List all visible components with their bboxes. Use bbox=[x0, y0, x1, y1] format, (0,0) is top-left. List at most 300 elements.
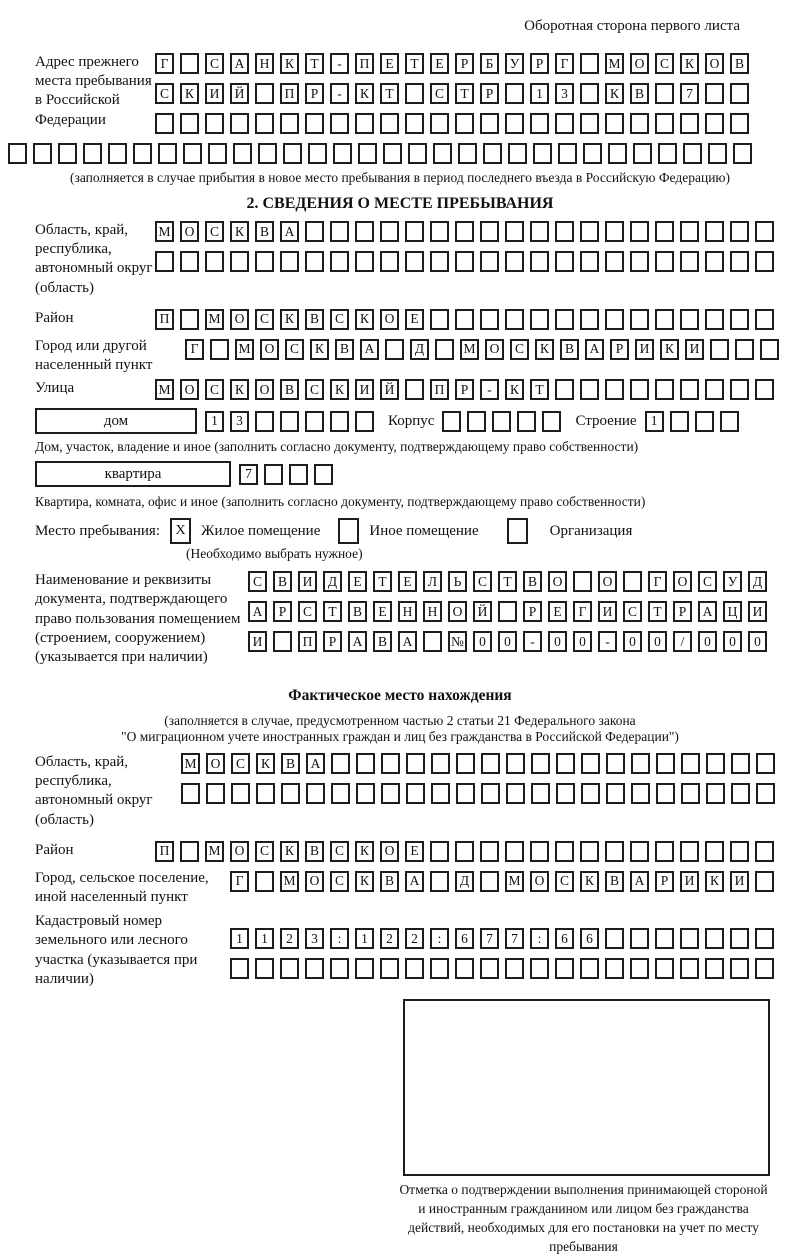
char-cell[interactable] bbox=[430, 871, 449, 892]
char-cell[interactable]: 0 bbox=[748, 631, 767, 652]
char-cell[interactable]: А bbox=[306, 753, 325, 774]
char-cell[interactable]: О bbox=[380, 309, 399, 330]
char-cell[interactable]: А bbox=[405, 871, 424, 892]
char-cell[interactable] bbox=[331, 783, 350, 804]
char-cell[interactable] bbox=[556, 783, 575, 804]
char-cell[interactable]: А bbox=[348, 631, 367, 652]
char-cell[interactable] bbox=[580, 958, 599, 979]
char-cell[interactable]: С bbox=[298, 601, 317, 622]
char-cell[interactable]: 0 bbox=[498, 631, 517, 652]
char-cell[interactable] bbox=[508, 143, 527, 164]
char-cell[interactable] bbox=[680, 841, 699, 862]
char-cell[interactable] bbox=[706, 753, 725, 774]
char-cell[interactable] bbox=[305, 411, 324, 432]
char-cell[interactable] bbox=[331, 753, 350, 774]
char-cell[interactable]: Е bbox=[548, 601, 567, 622]
char-cell[interactable] bbox=[670, 411, 689, 432]
char-cell[interactable]: 3 bbox=[305, 928, 324, 949]
char-cell[interactable] bbox=[333, 143, 352, 164]
char-cell[interactable]: Б bbox=[480, 53, 499, 74]
char-cell[interactable] bbox=[708, 143, 727, 164]
char-cell[interactable] bbox=[133, 143, 152, 164]
char-cell[interactable]: Г bbox=[555, 53, 574, 74]
char-cell[interactable]: С bbox=[473, 571, 492, 592]
char-cell[interactable] bbox=[531, 753, 550, 774]
char-cell[interactable] bbox=[555, 221, 574, 242]
char-cell[interactable] bbox=[430, 251, 449, 272]
char-cell[interactable]: В bbox=[523, 571, 542, 592]
char-cell[interactable]: О bbox=[255, 379, 274, 400]
char-cell[interactable]: - bbox=[330, 53, 349, 74]
char-cell[interactable]: К bbox=[280, 53, 299, 74]
char-cell[interactable] bbox=[385, 339, 404, 360]
char-cell[interactable] bbox=[658, 143, 677, 164]
char-cell[interactable] bbox=[255, 958, 274, 979]
char-cell[interactable]: К bbox=[230, 221, 249, 242]
char-cell[interactable] bbox=[405, 251, 424, 272]
char-cell[interactable] bbox=[330, 113, 349, 134]
char-cell[interactable]: О bbox=[230, 841, 249, 862]
char-cell[interactable] bbox=[305, 221, 324, 242]
char-cell[interactable]: О bbox=[380, 841, 399, 862]
char-cell[interactable]: К bbox=[355, 871, 374, 892]
char-cell[interactable] bbox=[656, 753, 675, 774]
char-cell[interactable] bbox=[580, 53, 599, 74]
char-cell[interactable]: С bbox=[330, 841, 349, 862]
char-cell[interactable] bbox=[280, 958, 299, 979]
char-cell[interactable]: В bbox=[560, 339, 579, 360]
char-cell[interactable]: : bbox=[530, 928, 549, 949]
char-cell[interactable]: О bbox=[548, 571, 567, 592]
char-cell[interactable] bbox=[631, 783, 650, 804]
char-cell[interactable] bbox=[756, 753, 775, 774]
char-cell[interactable] bbox=[755, 841, 774, 862]
char-cell[interactable] bbox=[180, 309, 199, 330]
char-cell[interactable] bbox=[158, 143, 177, 164]
char-cell[interactable] bbox=[355, 411, 374, 432]
char-cell[interactable] bbox=[455, 221, 474, 242]
char-cell[interactable] bbox=[573, 571, 592, 592]
char-cell[interactable] bbox=[730, 251, 749, 272]
char-cell[interactable] bbox=[255, 251, 274, 272]
char-cell[interactable] bbox=[430, 221, 449, 242]
char-cell[interactable]: К bbox=[256, 753, 275, 774]
char-cell[interactable] bbox=[498, 601, 517, 622]
char-cell[interactable]: - bbox=[330, 83, 349, 104]
char-cell[interactable]: С bbox=[510, 339, 529, 360]
char-cell[interactable] bbox=[481, 783, 500, 804]
char-cell[interactable] bbox=[556, 753, 575, 774]
char-cell[interactable] bbox=[480, 251, 499, 272]
char-cell[interactable] bbox=[680, 221, 699, 242]
char-cell[interactable] bbox=[605, 221, 624, 242]
char-cell[interactable]: Д bbox=[410, 339, 429, 360]
char-cell[interactable]: Т bbox=[648, 601, 667, 622]
char-cell[interactable] bbox=[530, 251, 549, 272]
char-cell[interactable]: П bbox=[155, 309, 174, 330]
char-cell[interactable] bbox=[705, 83, 724, 104]
char-cell[interactable] bbox=[431, 783, 450, 804]
char-cell[interactable] bbox=[205, 113, 224, 134]
char-cell[interactable] bbox=[480, 841, 499, 862]
char-cell[interactable] bbox=[289, 464, 308, 485]
char-cell[interactable] bbox=[423, 631, 442, 652]
char-cell[interactable] bbox=[505, 841, 524, 862]
char-cell[interactable] bbox=[155, 251, 174, 272]
char-cell[interactable]: Е bbox=[405, 309, 424, 330]
char-cell[interactable]: С bbox=[330, 309, 349, 330]
char-cell[interactable] bbox=[180, 251, 199, 272]
char-cell[interactable]: Е bbox=[430, 53, 449, 74]
char-cell[interactable] bbox=[383, 143, 402, 164]
char-cell[interactable] bbox=[605, 113, 624, 134]
stay-type-checkbox-residential[interactable]: X bbox=[170, 518, 191, 544]
char-cell[interactable] bbox=[380, 251, 399, 272]
char-cell[interactable] bbox=[355, 221, 374, 242]
char-cell[interactable] bbox=[705, 958, 724, 979]
char-cell[interactable] bbox=[580, 841, 599, 862]
char-cell[interactable]: Р bbox=[273, 601, 292, 622]
char-cell[interactable]: Р bbox=[455, 379, 474, 400]
char-cell[interactable] bbox=[655, 379, 674, 400]
char-cell[interactable]: С bbox=[698, 571, 717, 592]
char-cell[interactable] bbox=[505, 251, 524, 272]
char-cell[interactable]: В bbox=[281, 753, 300, 774]
char-cell[interactable]: О bbox=[305, 871, 324, 892]
char-cell[interactable] bbox=[680, 958, 699, 979]
char-cell[interactable]: Е bbox=[348, 571, 367, 592]
char-cell[interactable] bbox=[380, 221, 399, 242]
char-cell[interactable]: 0 bbox=[573, 631, 592, 652]
char-cell[interactable] bbox=[755, 379, 774, 400]
char-cell[interactable] bbox=[355, 113, 374, 134]
char-cell[interactable] bbox=[506, 753, 525, 774]
stay-type-checkbox-other[interactable] bbox=[338, 518, 359, 544]
char-cell[interactable]: - bbox=[523, 631, 542, 652]
char-cell[interactable] bbox=[380, 113, 399, 134]
char-cell[interactable] bbox=[356, 783, 375, 804]
char-cell[interactable] bbox=[230, 251, 249, 272]
char-cell[interactable] bbox=[530, 221, 549, 242]
char-cell[interactable]: - bbox=[480, 379, 499, 400]
char-cell[interactable]: 1 bbox=[645, 411, 664, 432]
char-cell[interactable]: К bbox=[280, 841, 299, 862]
char-cell[interactable]: С bbox=[205, 379, 224, 400]
char-cell[interactable]: А bbox=[585, 339, 604, 360]
char-cell[interactable] bbox=[180, 53, 199, 74]
char-cell[interactable]: С bbox=[655, 53, 674, 74]
char-cell[interactable] bbox=[542, 411, 561, 432]
char-cell[interactable] bbox=[381, 753, 400, 774]
char-cell[interactable] bbox=[581, 783, 600, 804]
char-cell[interactable]: А bbox=[698, 601, 717, 622]
char-cell[interactable] bbox=[655, 841, 674, 862]
char-cell[interactable]: К bbox=[330, 379, 349, 400]
char-cell[interactable] bbox=[605, 251, 624, 272]
char-cell[interactable]: 7 bbox=[480, 928, 499, 949]
char-cell[interactable] bbox=[264, 464, 283, 485]
char-cell[interactable]: С bbox=[205, 53, 224, 74]
char-cell[interactable] bbox=[505, 309, 524, 330]
char-cell[interactable]: В bbox=[373, 631, 392, 652]
char-cell[interactable]: Ь bbox=[448, 571, 467, 592]
char-cell[interactable] bbox=[583, 143, 602, 164]
char-cell[interactable]: Т bbox=[305, 53, 324, 74]
char-cell[interactable] bbox=[731, 783, 750, 804]
char-cell[interactable] bbox=[730, 841, 749, 862]
char-cell[interactable] bbox=[558, 143, 577, 164]
char-cell[interactable]: М bbox=[235, 339, 254, 360]
char-cell[interactable]: С bbox=[430, 83, 449, 104]
char-cell[interactable] bbox=[280, 411, 299, 432]
char-cell[interactable] bbox=[308, 143, 327, 164]
char-cell[interactable]: К bbox=[505, 379, 524, 400]
char-cell[interactable] bbox=[480, 221, 499, 242]
char-cell[interactable] bbox=[705, 221, 724, 242]
char-cell[interactable] bbox=[755, 251, 774, 272]
char-cell[interactable] bbox=[730, 379, 749, 400]
char-cell[interactable] bbox=[405, 113, 424, 134]
char-cell[interactable]: 6 bbox=[580, 928, 599, 949]
char-cell[interactable]: О bbox=[598, 571, 617, 592]
char-cell[interactable]: И bbox=[680, 871, 699, 892]
char-cell[interactable] bbox=[183, 143, 202, 164]
char-cell[interactable]: С bbox=[255, 841, 274, 862]
char-cell[interactable] bbox=[305, 113, 324, 134]
char-cell[interactable] bbox=[435, 339, 454, 360]
char-cell[interactable] bbox=[656, 783, 675, 804]
char-cell[interactable] bbox=[480, 958, 499, 979]
char-cell[interactable] bbox=[655, 83, 674, 104]
char-cell[interactable] bbox=[255, 113, 274, 134]
char-cell[interactable]: 1 bbox=[355, 928, 374, 949]
char-cell[interactable]: 6 bbox=[455, 928, 474, 949]
char-cell[interactable]: П bbox=[155, 841, 174, 862]
char-cell[interactable] bbox=[280, 113, 299, 134]
char-cell[interactable]: : bbox=[330, 928, 349, 949]
char-cell[interactable] bbox=[730, 113, 749, 134]
char-cell[interactable]: 0 bbox=[698, 631, 717, 652]
char-cell[interactable] bbox=[530, 841, 549, 862]
char-cell[interactable]: А bbox=[280, 221, 299, 242]
char-cell[interactable]: С bbox=[255, 309, 274, 330]
char-cell[interactable]: М bbox=[205, 841, 224, 862]
char-cell[interactable] bbox=[755, 928, 774, 949]
char-cell[interactable] bbox=[305, 251, 324, 272]
char-cell[interactable] bbox=[630, 251, 649, 272]
char-cell[interactable] bbox=[330, 221, 349, 242]
char-cell[interactable] bbox=[705, 379, 724, 400]
char-cell[interactable]: Й bbox=[380, 379, 399, 400]
char-cell[interactable]: Р bbox=[323, 631, 342, 652]
char-cell[interactable] bbox=[580, 221, 599, 242]
char-cell[interactable] bbox=[281, 783, 300, 804]
char-cell[interactable]: П bbox=[430, 379, 449, 400]
char-cell[interactable]: О bbox=[260, 339, 279, 360]
char-cell[interactable]: Р bbox=[530, 53, 549, 74]
char-cell[interactable]: А bbox=[398, 631, 417, 652]
char-cell[interactable]: К bbox=[180, 83, 199, 104]
char-cell[interactable] bbox=[720, 411, 739, 432]
char-cell[interactable]: Р bbox=[455, 53, 474, 74]
char-cell[interactable] bbox=[555, 251, 574, 272]
char-cell[interactable] bbox=[605, 309, 624, 330]
char-cell[interactable]: И bbox=[730, 871, 749, 892]
char-cell[interactable]: Е bbox=[373, 601, 392, 622]
char-cell[interactable] bbox=[480, 871, 499, 892]
char-cell[interactable]: 1 bbox=[255, 928, 274, 949]
stay-type-checkbox-organization[interactable] bbox=[507, 518, 528, 544]
char-cell[interactable]: О bbox=[206, 753, 225, 774]
char-cell[interactable]: Т bbox=[405, 53, 424, 74]
char-cell[interactable] bbox=[580, 309, 599, 330]
char-cell[interactable] bbox=[480, 113, 499, 134]
char-cell[interactable] bbox=[181, 783, 200, 804]
char-cell[interactable] bbox=[405, 958, 424, 979]
char-cell[interactable] bbox=[8, 143, 27, 164]
char-cell[interactable]: В bbox=[255, 221, 274, 242]
char-cell[interactable]: С bbox=[330, 871, 349, 892]
char-cell[interactable]: 1 bbox=[205, 411, 224, 432]
char-cell[interactable] bbox=[455, 309, 474, 330]
char-cell[interactable] bbox=[255, 411, 274, 432]
char-cell[interactable] bbox=[405, 379, 424, 400]
char-cell[interactable] bbox=[380, 958, 399, 979]
char-cell[interactable] bbox=[533, 143, 552, 164]
char-cell[interactable]: В bbox=[630, 83, 649, 104]
char-cell[interactable] bbox=[555, 379, 574, 400]
char-cell[interactable] bbox=[606, 783, 625, 804]
char-cell[interactable]: 1 bbox=[230, 928, 249, 949]
char-cell[interactable] bbox=[205, 251, 224, 272]
char-cell[interactable]: К bbox=[535, 339, 554, 360]
char-cell[interactable]: П bbox=[298, 631, 317, 652]
char-cell[interactable]: : bbox=[430, 928, 449, 949]
char-cell[interactable] bbox=[580, 83, 599, 104]
char-cell[interactable]: Т bbox=[498, 571, 517, 592]
char-cell[interactable]: Е bbox=[398, 571, 417, 592]
apartment-box[interactable]: квартира bbox=[35, 461, 231, 487]
char-cell[interactable] bbox=[681, 783, 700, 804]
char-cell[interactable]: Й bbox=[230, 83, 249, 104]
char-cell[interactable] bbox=[458, 143, 477, 164]
char-cell[interactable]: Д bbox=[748, 571, 767, 592]
char-cell[interactable] bbox=[705, 113, 724, 134]
char-cell[interactable]: Р bbox=[673, 601, 692, 622]
char-cell[interactable]: Н bbox=[255, 53, 274, 74]
char-cell[interactable]: Т bbox=[380, 83, 399, 104]
char-cell[interactable] bbox=[580, 113, 599, 134]
char-cell[interactable] bbox=[608, 143, 627, 164]
char-cell[interactable] bbox=[358, 143, 377, 164]
char-cell[interactable] bbox=[255, 871, 274, 892]
char-cell[interactable] bbox=[755, 871, 774, 892]
char-cell[interactable] bbox=[314, 464, 333, 485]
char-cell[interactable]: Д bbox=[455, 871, 474, 892]
char-cell[interactable] bbox=[755, 221, 774, 242]
char-cell[interactable]: Д bbox=[323, 571, 342, 592]
char-cell[interactable]: К bbox=[705, 871, 724, 892]
char-cell[interactable]: К bbox=[355, 83, 374, 104]
char-cell[interactable] bbox=[730, 309, 749, 330]
char-cell[interactable] bbox=[655, 309, 674, 330]
char-cell[interactable] bbox=[630, 113, 649, 134]
char-cell[interactable]: М bbox=[205, 309, 224, 330]
char-cell[interactable]: С bbox=[305, 379, 324, 400]
char-cell[interactable]: Т bbox=[530, 379, 549, 400]
char-cell[interactable]: С bbox=[623, 601, 642, 622]
char-cell[interactable]: В bbox=[730, 53, 749, 74]
char-cell[interactable]: Ц bbox=[723, 601, 742, 622]
char-cell[interactable] bbox=[33, 143, 52, 164]
char-cell[interactable] bbox=[442, 411, 461, 432]
char-cell[interactable]: М bbox=[605, 53, 624, 74]
char-cell[interactable]: Р bbox=[305, 83, 324, 104]
char-cell[interactable] bbox=[555, 309, 574, 330]
char-cell[interactable]: К bbox=[280, 309, 299, 330]
char-cell[interactable] bbox=[283, 143, 302, 164]
char-cell[interactable] bbox=[630, 221, 649, 242]
char-cell[interactable] bbox=[630, 841, 649, 862]
char-cell[interactable] bbox=[655, 958, 674, 979]
char-cell[interactable]: О bbox=[630, 53, 649, 74]
char-cell[interactable] bbox=[405, 221, 424, 242]
char-cell[interactable] bbox=[733, 143, 752, 164]
char-cell[interactable] bbox=[280, 251, 299, 272]
char-cell[interactable]: М bbox=[505, 871, 524, 892]
char-cell[interactable] bbox=[483, 143, 502, 164]
char-cell[interactable]: И bbox=[205, 83, 224, 104]
char-cell[interactable]: В bbox=[335, 339, 354, 360]
char-cell[interactable]: - bbox=[598, 631, 617, 652]
char-cell[interactable]: А bbox=[248, 601, 267, 622]
char-cell[interactable] bbox=[705, 841, 724, 862]
char-cell[interactable]: В bbox=[273, 571, 292, 592]
char-cell[interactable] bbox=[155, 113, 174, 134]
char-cell[interactable] bbox=[705, 928, 724, 949]
char-cell[interactable] bbox=[230, 958, 249, 979]
char-cell[interactable] bbox=[517, 411, 536, 432]
char-cell[interactable]: Л bbox=[423, 571, 442, 592]
char-cell[interactable]: 3 bbox=[230, 411, 249, 432]
char-cell[interactable] bbox=[695, 411, 714, 432]
char-cell[interactable] bbox=[680, 309, 699, 330]
char-cell[interactable] bbox=[230, 113, 249, 134]
char-cell[interactable]: № bbox=[448, 631, 467, 652]
char-cell[interactable]: А bbox=[360, 339, 379, 360]
char-cell[interactable] bbox=[730, 958, 749, 979]
char-cell[interactable] bbox=[406, 753, 425, 774]
char-cell[interactable]: К bbox=[580, 871, 599, 892]
char-cell[interactable] bbox=[630, 958, 649, 979]
char-cell[interactable]: И bbox=[248, 631, 267, 652]
char-cell[interactable] bbox=[630, 928, 649, 949]
char-cell[interactable]: М bbox=[460, 339, 479, 360]
char-cell[interactable] bbox=[580, 379, 599, 400]
char-cell[interactable] bbox=[455, 113, 474, 134]
char-cell[interactable]: Г bbox=[648, 571, 667, 592]
char-cell[interactable] bbox=[305, 958, 324, 979]
char-cell[interactable] bbox=[730, 221, 749, 242]
char-cell[interactable]: О bbox=[448, 601, 467, 622]
char-cell[interactable]: 0 bbox=[548, 631, 567, 652]
char-cell[interactable] bbox=[405, 83, 424, 104]
char-cell[interactable]: О bbox=[673, 571, 692, 592]
char-cell[interactable]: О bbox=[485, 339, 504, 360]
char-cell[interactable] bbox=[730, 928, 749, 949]
char-cell[interactable] bbox=[306, 783, 325, 804]
char-cell[interactable] bbox=[492, 411, 511, 432]
